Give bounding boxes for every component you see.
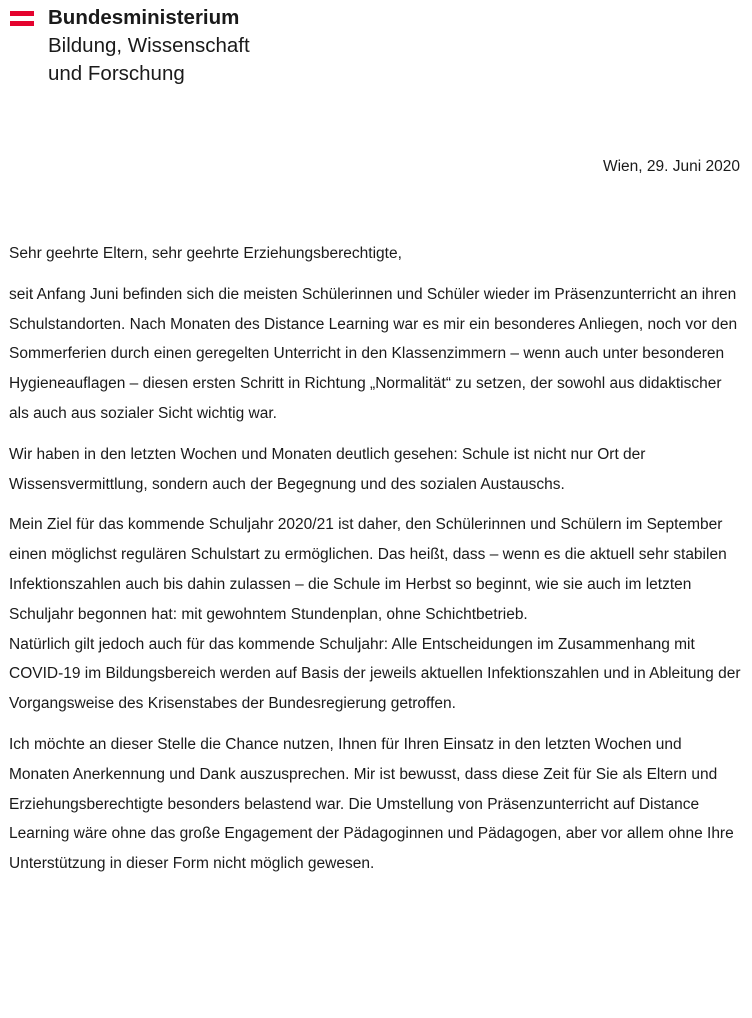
paragraph-3a: Mein Ziel für das kommende Schuljahr 2020/21 ist daher, den Schülerinnen und Schülern im September einen möglichst regulären Schulstart zu ermöglichen. Das heißt, dass – wenn es die aktuell sehr stabilen Infektionszahlen auch bis dahin zulassen – die Schule im Herbst so beginnt, wie sie auch im letzten Schuljahr begonnen hat: mit gewohntem Stundenplan, ohne Schichtbetrieb.: [9, 516, 727, 623]
flag-stripe-top: [10, 11, 34, 16]
paragraph-2: Wir haben in den letzten Wochen und Monaten deutlich gesehen: Schule ist nicht nur Ort der Wissensvermittlung, sondern auch der Begegnung und des sozialen Austauschs.: [9, 445, 646, 493]
paragraph-1: seit Anfang Juni befinden sich die meisten Schülerinnen und Schüler wieder im Präsenzunterricht an ihren Schulstandorten. Nach Monaten des Distance Learning war es mir ein besonderes Anliegen, noch vor den Sommerferien durch einen geregelten Unterricht in den Klassenzimmern – wenn auch unter besonderen Hygieneauflagen – diesen ersten Schritt in Richtung „Normalität“ zu setzen, der sowohl aus didaktischer als auch aus sozialer Sicht wichtig war.: [9, 285, 738, 422]
letter-date: Wien, 29. Juni 2020: [602, 158, 740, 175]
austrian-flag-icon: [10, 11, 34, 26]
ministry-name-line2: Bildung, Wissenschaft: [48, 34, 250, 57]
letter-body: [9, 239, 744, 890]
ministry-name-line1: Bundesministerium: [48, 6, 240, 29]
ministry-name: [48, 4, 250, 88]
paragraph-4: Ich möchte an dieser Stelle die Chance nutzen, Ihnen für Ihren Einsatz in den letzten Wochen und Monaten Anerkennung und Dank auszusprechen. Mir ist bewusst, dass diese Zeit für Sie als Eltern und Erziehungsberechtigte besonders belastend war. Die Umstellung von Präsenzunterricht auf Distance Learning wäre ohne das große Engagement der Pädagoginnen und Pädagogen, aber vor allem ohne Ihre Unterstützung in dieser Form nicht möglich gewesen.: [9, 735, 734, 873]
paragraph-3b: Natürlich gilt jedoch auch für das kommende Schuljahr: Alle Entscheidungen im Zusammenhang mit COVID-19 im Bildungsbereich werden auf Basis der jeweils aktuellen Infektionszahlen und in Ableitung der Vorgangsweise des Krisenstabes der Bundesregierung getroffen.: [9, 635, 741, 713]
salutation: Sehr geehrte Eltern, sehr geehrte Erziehungsberechtigte,: [9, 245, 402, 262]
ministry-name-line3: und Forschung: [48, 62, 185, 85]
flag-stripe-bottom: [10, 21, 34, 26]
